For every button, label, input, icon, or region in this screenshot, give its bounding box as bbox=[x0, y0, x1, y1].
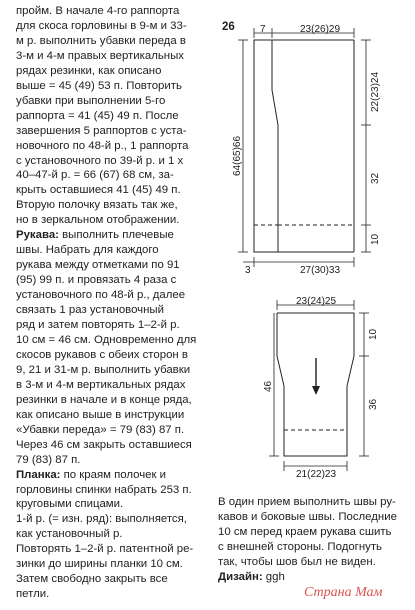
text-line bbox=[16, 19, 216, 34]
text-line bbox=[16, 333, 216, 348]
text-line bbox=[218, 540, 413, 555]
line-text: ряд и затем повторять 1–2-й р. bbox=[16, 319, 180, 332]
front-left-height-dim: 64(65)66 bbox=[232, 135, 243, 176]
front-top-left-dim: 7 bbox=[260, 24, 266, 35]
front-right-upper-dim: 22(23)24 bbox=[370, 71, 381, 112]
sleeve-top-width-dim: 23(24)25 bbox=[296, 296, 337, 307]
text-line bbox=[16, 468, 216, 483]
text-line bbox=[16, 423, 216, 438]
sleeve-right-lower-dim: 36 bbox=[368, 398, 379, 410]
text-line bbox=[16, 453, 216, 468]
line-text: для скоса горловины в 9-м и 33- bbox=[16, 19, 187, 32]
line-text: крыть оставшиеся 41 (45) 49 п. bbox=[16, 184, 181, 197]
text-line bbox=[16, 49, 216, 64]
text-line bbox=[16, 213, 216, 228]
text-line bbox=[16, 168, 216, 183]
line-text: Повторять 1–2-й р. патентной ре- bbox=[16, 543, 194, 556]
text-line bbox=[16, 183, 216, 198]
text-line bbox=[16, 198, 216, 213]
text-line bbox=[16, 483, 216, 498]
text-line bbox=[218, 495, 413, 510]
front-bottom-width-dim: 27(30)33 bbox=[300, 265, 341, 276]
line-text: так, чтобы шов был не виден. bbox=[218, 555, 376, 568]
line-text: по краям полочек и bbox=[60, 468, 167, 481]
text-line bbox=[16, 527, 216, 542]
line-text: зинки до ширины планки 10 см. bbox=[16, 558, 183, 571]
line-text: Вторую полочку вязать так же, bbox=[16, 199, 178, 212]
line-text: 9, 21 и 31-м р. выполнить убавки bbox=[16, 363, 191, 376]
text-line bbox=[16, 587, 216, 602]
line-text: 10 см перед краем рукава сшить bbox=[218, 525, 392, 538]
line-text: 1-й р. (= изн. ряд): выполняется, bbox=[16, 513, 187, 526]
front-top-width-dim: 23(26)29 bbox=[300, 24, 341, 35]
line-text: раппорта = 41 (45) 49 п. После bbox=[16, 109, 179, 122]
text-line bbox=[16, 4, 216, 19]
sleeve-left-height-dim: 46 bbox=[263, 380, 274, 392]
sleeve-right-upper-dim: 10 bbox=[368, 328, 379, 340]
text-line bbox=[16, 258, 216, 273]
line-text: но в зеркальном отображении. bbox=[16, 214, 180, 227]
pattern-diagram-svg bbox=[214, 0, 414, 500]
section-heading: Дизайн: bbox=[218, 570, 263, 583]
text-line bbox=[16, 139, 216, 154]
text-line bbox=[16, 273, 216, 288]
text-line bbox=[218, 555, 413, 570]
line-text: петли. bbox=[16, 588, 50, 601]
text-line bbox=[16, 363, 216, 378]
text-line bbox=[16, 34, 216, 49]
line-text: рядах резинки, как описано bbox=[16, 64, 162, 77]
text-line bbox=[16, 228, 216, 243]
line-text: м р. выполнить убавки переда в bbox=[16, 34, 186, 47]
text-line bbox=[16, 318, 216, 333]
line-text: рукава между отметками по 91 bbox=[16, 259, 180, 272]
text-line bbox=[16, 348, 216, 363]
text-line bbox=[16, 497, 216, 512]
line-text: 40–47-й р. = 66 (67) 68 см, за- bbox=[16, 169, 174, 182]
pattern-diagram bbox=[214, 0, 414, 500]
text-line bbox=[218, 510, 413, 525]
line-text: Через 46 см закрыть оставшиеся bbox=[16, 438, 192, 451]
line-text: (95) 99 п. и провязать 4 раза с bbox=[16, 274, 177, 287]
line-text: установочного по 48-й р., далее bbox=[16, 289, 186, 302]
text-line bbox=[16, 154, 216, 169]
text-line bbox=[16, 408, 216, 423]
text-line bbox=[16, 512, 216, 527]
text-line bbox=[16, 243, 216, 258]
line-text: как установочный р. bbox=[16, 528, 123, 541]
text-line bbox=[16, 288, 216, 303]
line-text: кавов и боковые швы. Последние bbox=[218, 510, 397, 523]
line-text: швы. Набрать для каждого bbox=[16, 244, 159, 257]
front-right-middle-dim: 32 bbox=[370, 172, 381, 184]
text-line bbox=[16, 303, 216, 318]
line-text: новочного по 48-й р., 1 раппорта bbox=[16, 139, 189, 152]
line-text: Затем свободно закрыть все bbox=[16, 573, 168, 586]
line-text: выше = 45 (49) 53 п. Повторить bbox=[16, 79, 182, 92]
text-line bbox=[218, 570, 413, 585]
instructions-right-column bbox=[218, 495, 413, 584]
front-bottom-left-dim: 3 bbox=[245, 265, 251, 276]
line-text: как описано выше в инструкции bbox=[16, 408, 185, 421]
line-text: с внешней стороны. Подогнуть bbox=[218, 540, 382, 553]
line-text: круговыми спицами. bbox=[16, 498, 124, 511]
line-text: с установочного по 39-й р. и 1 х bbox=[16, 154, 184, 167]
text-line bbox=[16, 79, 216, 94]
sleeve-bottom-width-dim: 21(22)23 bbox=[296, 469, 337, 480]
line-text: выполнить плечевые bbox=[58, 229, 174, 242]
sleeve-piece bbox=[269, 300, 369, 471]
section-heading: Рукава: bbox=[16, 229, 59, 242]
line-text: пройм. В начале 4-го раппорта bbox=[16, 5, 180, 17]
text-line bbox=[16, 557, 216, 572]
text-line bbox=[16, 393, 216, 408]
figure-number: 26 bbox=[222, 21, 235, 33]
line-text: резинки в начале и в конце ряда, bbox=[16, 393, 192, 406]
section-heading: Планка: bbox=[16, 468, 61, 481]
watermark-logo: Страна Мам bbox=[304, 585, 383, 600]
line-text: 10 см = 46 см. Одновременно для bbox=[16, 333, 197, 346]
line-text: горловины спинки набрать 253 п. bbox=[16, 483, 192, 496]
text-line bbox=[218, 525, 413, 540]
line-text: ggh bbox=[262, 570, 285, 583]
line-text: завершения 5 раппортов с уста- bbox=[16, 124, 187, 137]
line-text: убавки при выполнении 5-го bbox=[16, 94, 166, 107]
line-text: В один прием выполнить швы ру- bbox=[218, 496, 396, 508]
line-text: связать 1 раз установочный bbox=[16, 304, 164, 317]
text-line bbox=[16, 378, 216, 393]
line-text: «Убавки переда» = 79 (83) 87 п. bbox=[16, 423, 185, 436]
text-line bbox=[16, 542, 216, 557]
line-text: скосов рукавов с обеих сторон в bbox=[16, 348, 188, 361]
text-line bbox=[16, 64, 216, 79]
front-right-lower-dim: 10 bbox=[370, 233, 381, 245]
front-piece bbox=[238, 28, 371, 267]
knitting-direction-arrow-icon bbox=[312, 358, 320, 395]
text-line bbox=[16, 572, 216, 587]
text-line bbox=[16, 109, 216, 124]
line-text: 79 (83) 87 п. bbox=[16, 453, 81, 466]
text-line bbox=[16, 438, 216, 453]
instructions-left-column bbox=[16, 4, 216, 602]
text-line bbox=[16, 124, 216, 139]
line-text: 3-м и 4-м правых вертикальных bbox=[16, 49, 184, 62]
text-line bbox=[16, 94, 216, 109]
line-text: в 3-м и 4-м вертикальных рядах bbox=[16, 378, 186, 391]
